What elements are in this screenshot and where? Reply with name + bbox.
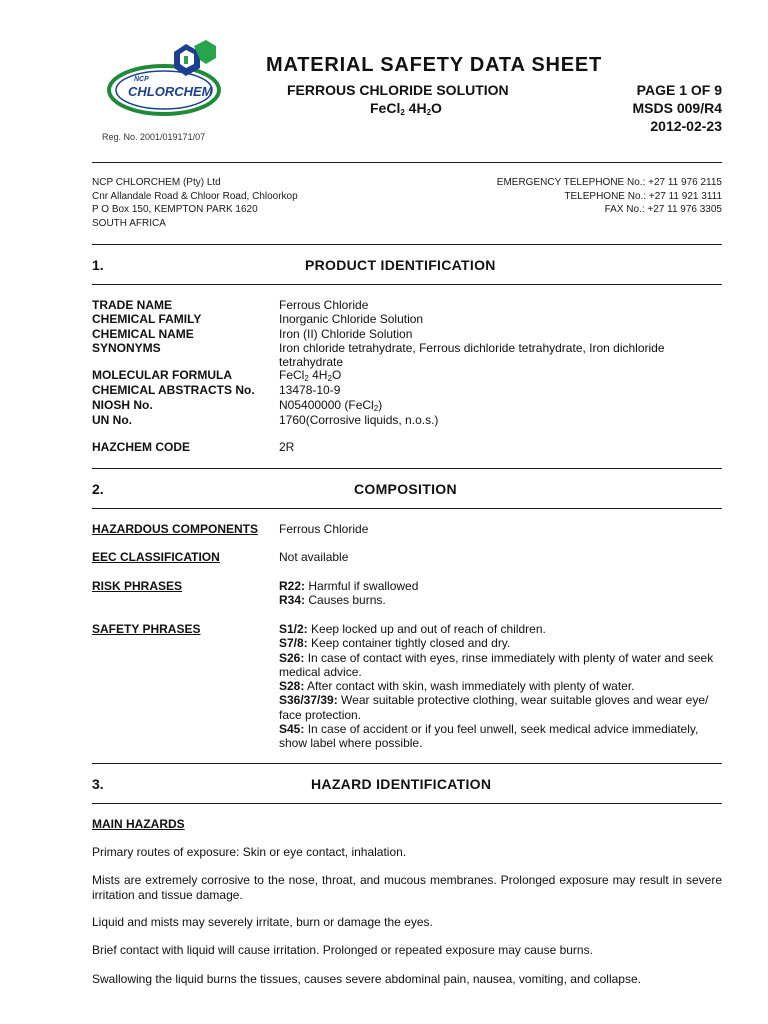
hazardous-components-label: HAZARDOUS COMPONENTS	[92, 522, 259, 536]
trade-name-value: Ferrous Chloride	[279, 298, 369, 312]
hazchem-code-value: 2R	[279, 440, 295, 454]
product-name: FERROUS CHLORIDE SOLUTION	[287, 82, 509, 98]
chemical-name-label: CHEMICAL NAME	[92, 326, 194, 341]
hazard-paragraph: Swallowing the liquid burns the tissues, causes severe abdominal pain, nausea, vomiting, and collapse.	[92, 972, 641, 986]
eec-classification-value: Not available	[279, 550, 349, 564]
un-number-label: UN No.	[92, 412, 132, 427]
section-1-number: 1.	[92, 257, 104, 273]
hazardous-components-value: Ferrous Chloride	[279, 522, 369, 536]
divider	[92, 244, 722, 245]
risk-phrases-list	[279, 579, 719, 608]
company-country: SOUTH AFRICA	[92, 217, 166, 229]
risk-phrases-label: RISK PHRASES	[92, 579, 183, 593]
hazard-paragraph: Mists are extremely corrosive to the nose, throat, and mucous membranes. Prolonged exposure may result in severe irritation and tissue damage.	[92, 873, 722, 902]
synonyms-value: Iron chloride tetrahydrate, Ferrous dichloride tetrahydrate, Iron dichloride tetrahydrate	[279, 341, 665, 370]
section-3-title: HAZARD IDENTIFICATION	[311, 776, 492, 792]
molecular-formula-label: MOLECULAR FORMULA	[92, 368, 232, 382]
risk-phrase-item: R22: Harmful if swallowed	[279, 579, 419, 593]
divider	[92, 508, 722, 509]
divider	[92, 763, 722, 764]
divider	[92, 468, 722, 469]
niosh-value: N05400000 (FeCl$_2$)	[279, 397, 383, 413]
telephone: TELEPHONE No.: +27 11 921 3111	[564, 190, 722, 202]
trade-name-label: TRADE NAME	[92, 298, 172, 312]
hazard-paragraph: Primary routes of exposure: Skin or eye contact, inhalation.	[92, 845, 407, 859]
risk-phrase-item: R34: Causes burns.	[279, 593, 386, 608]
hazard-paragraph: Liquid and mists may severely irritate, burn or damage the eyes.	[92, 915, 433, 929]
page-indicator: PAGE 1 OF 9	[636, 82, 722, 98]
un-number-value: 1760(Corrosive liquids, n.o.s.)	[279, 412, 439, 427]
safety-phrase-item: S36/37/39: Wear suitable protective clothing, wear suitable gloves and wear eye/ face protection.	[279, 693, 709, 722]
section-2-number: 2.	[92, 481, 104, 497]
safety-phrase-item: S45: In case of accident or if you feel unwell, seek medical advice immediately, show label where possible.	[279, 722, 699, 751]
company-address-1: Cnr Allandale Road & Chloor Road, Chloorkop	[92, 190, 298, 202]
divider	[92, 162, 722, 163]
company-logo	[104, 38, 254, 124]
safety-phrases-list	[279, 622, 720, 751]
company-address-2: P O Box 150, KEMPTON PARK 1620	[92, 204, 258, 215]
eec-classification-label: EEC CLASSIFICATION	[92, 550, 220, 564]
safety-phrase-item: S28: After contact with skin, wash immediately with plenty of water.	[279, 679, 635, 694]
chemical-family-value: Inorganic Chloride Solution	[279, 312, 424, 327]
hazard-paragraph: Brief contact with liquid will cause irritation. Prolonged or repeated exposure may cause burns.	[92, 943, 593, 957]
logo-chlorchem-text: CHLORCHEM	[128, 84, 213, 99]
synonyms-label: SYNONYMS	[92, 341, 161, 355]
chemical-family-label: CHEMICAL FAMILY	[92, 312, 202, 327]
cas-number-label: CHEMICAL ABSTRACTS No.	[92, 382, 255, 397]
fax: FAX No.: +27 11 976 3305	[604, 204, 722, 215]
emergency-telephone: EMERGENCY TELEPHONE No.: +27 11 976 2115	[496, 177, 722, 188]
safety-phrase-item: S7/8: Keep container tightly closed and dry.	[279, 636, 511, 651]
chlorchem-logo-icon	[104, 38, 254, 124]
msds-number: MSDS 009/R4	[632, 100, 722, 116]
section-3-number: 3.	[92, 776, 104, 792]
section-2-title: COMPOSITION	[354, 481, 457, 497]
divider	[92, 803, 722, 804]
registration-number: Reg. No. 2001/019171/07	[102, 132, 206, 142]
main-hazards-label: MAIN HAZARDS	[92, 817, 185, 831]
chemical-name-value: Iron (II) Chloride Solution	[279, 326, 413, 341]
safety-phrases-label: SAFETY PHRASES	[92, 622, 201, 636]
logo-ncp-text: NCP	[134, 76, 149, 83]
document-date: 2012-02-23	[650, 118, 722, 134]
document-title: MATERIAL SAFETY DATA SHEET	[266, 54, 602, 76]
molecular-formula-value: FeCl$_2$ $4H_2O$	[279, 368, 342, 383]
hazchem-code-label: HAZCHEM CODE	[92, 440, 190, 454]
safety-phrase-item: S1/2: Keep locked up and out of reach of children.	[279, 622, 546, 636]
cas-number-value: 13478-10-9	[279, 382, 341, 397]
company-name: NCP CHLORCHEM (Pty) Ltd	[92, 177, 221, 188]
divider	[92, 284, 722, 285]
section-1-title: PRODUCT IDENTIFICATION	[305, 257, 496, 273]
niosh-label: NIOSH No.	[92, 397, 153, 412]
product-formula: FeCl$_2$ $4H_2O$	[370, 100, 442, 117]
safety-phrase-item: S26: In case of contact with eyes, rinse immediately with plenty of water and seek medical advice.	[279, 650, 714, 679]
